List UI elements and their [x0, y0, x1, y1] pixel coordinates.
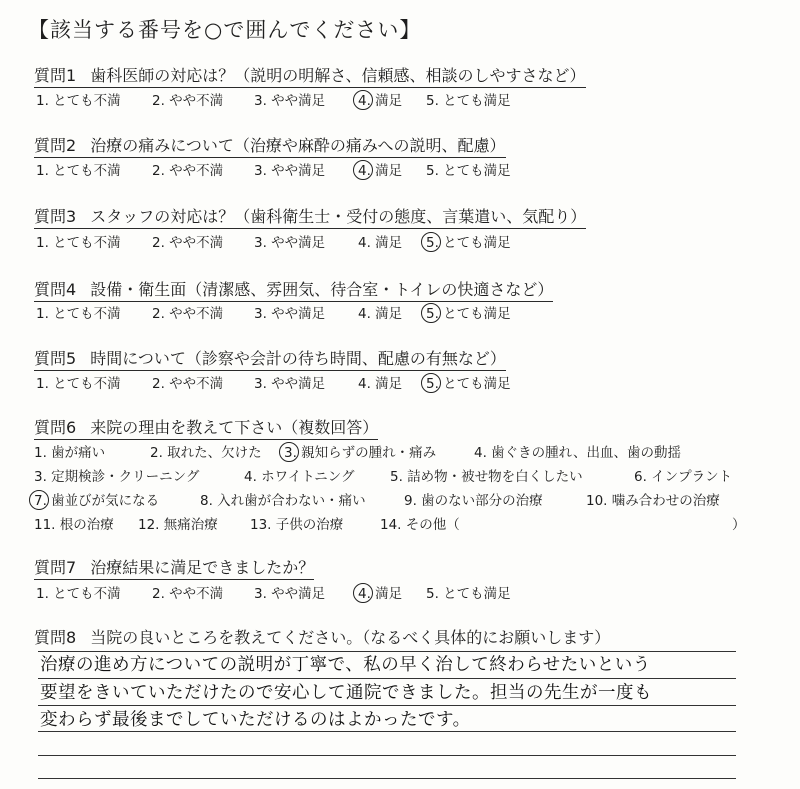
- q6-option-7[interactable]: 7. 歯並びが気になる: [34, 492, 159, 510]
- q6-option-4b[interactable]: 4. ホワイトニング: [244, 469, 355, 485]
- answer-rule: [38, 678, 736, 679]
- answer-line-2[interactable]: 要望をきいていただけたので安心して通院できました。担当の先生が一度も: [40, 683, 652, 703]
- q1-option-4[interactable]: 4. 満足: [358, 92, 402, 110]
- q3-option-3[interactable]: 3. やや満足: [254, 235, 326, 251]
- q2-option-3[interactable]: 3. やや満足: [254, 163, 326, 179]
- q6-option-11[interactable]: 11. 根の治療: [34, 517, 114, 533]
- q5-option-1[interactable]: 1. とても不満: [36, 376, 121, 392]
- question-3-text: スタッフの対応は？（歯科衛生士・受付の態度、言葉遣い、気配り）: [90, 207, 587, 226]
- q5-option-2[interactable]: 2. やや不満: [152, 376, 224, 392]
- answer-line-3[interactable]: 変わらず最後までしていただけるのはよかったです。: [40, 710, 471, 730]
- q6-option-9[interactable]: 9. 歯のない部分の治療: [404, 493, 543, 509]
- question-3-number: 質問3: [34, 207, 77, 226]
- question-5-text: 時間について（診察や会計の待ち時間、配慮の有無など）: [90, 349, 506, 368]
- selection-circle: [353, 90, 373, 110]
- question-5-title: [34, 349, 506, 371]
- q6-option-3b[interactable]: 3. 定期検診・クリーニング: [34, 469, 200, 485]
- q4-option-4[interactable]: 4. 満足: [358, 306, 403, 322]
- q3-option-1[interactable]: 1. とても不満: [36, 235, 121, 251]
- q2-option-1[interactable]: 1. とても不満: [36, 163, 121, 179]
- selection-circle: [421, 303, 441, 323]
- q5-option-3[interactable]: 3. やや満足: [254, 376, 326, 392]
- q7-option-5[interactable]: 5. とても満足: [426, 586, 511, 602]
- q3-option-4[interactable]: 4. 満足: [358, 235, 403, 251]
- q3-option-5[interactable]: 5. とても満足: [426, 234, 511, 252]
- question-2-text: 治療の痛みについて（治療や麻酔の痛みへの説明、配慮）: [90, 136, 506, 155]
- question-4-title: [34, 280, 553, 302]
- selection-circle: [279, 442, 299, 462]
- q6-option-2[interactable]: 2. 取れた、欠けた: [150, 445, 262, 461]
- question-7-number: 質問7: [34, 558, 77, 577]
- answer-rule: [38, 755, 736, 756]
- q1-option-2[interactable]: 2. やや不満: [152, 93, 224, 109]
- q7-option-4[interactable]: 4. 満足: [358, 585, 402, 603]
- question-6-number: 質問6: [34, 418, 77, 437]
- answer-rule: [38, 705, 736, 706]
- q1-option-3[interactable]: 3. やや満足: [254, 93, 326, 109]
- q6-option-10[interactable]: 10. 噛み合わせの治療: [586, 493, 720, 509]
- question-8-text: 当院の良いところを教えてください。（なるべく具体的にお願いします）: [90, 628, 611, 647]
- q1-option-1[interactable]: 1. とても不満: [36, 93, 121, 109]
- q6-option-8[interactable]: 8. 入れ歯が合わない・痛い: [200, 493, 366, 509]
- question-8-title: [34, 628, 610, 649]
- question-7-title: [34, 558, 314, 580]
- q2-option-4[interactable]: 4. 満足: [358, 162, 402, 180]
- page-header: 【該当する番号を○で囲んでください】: [28, 18, 422, 42]
- question-1-title: [34, 66, 586, 88]
- q4-option-1[interactable]: 1. とても不満: [36, 306, 121, 322]
- question-6-title: [34, 418, 378, 440]
- q6-option-3[interactable]: 3. 親知らずの腫れ・痛み: [284, 444, 436, 462]
- selection-circle: [353, 583, 373, 603]
- q2-option-5[interactable]: 5. とても満足: [426, 163, 511, 179]
- q6-option-12[interactable]: 12. 無痛治療: [138, 517, 218, 533]
- q4-option-2[interactable]: 2. やや不満: [152, 306, 224, 322]
- question-1-number: 質問1: [34, 66, 77, 85]
- selection-circle: [421, 373, 441, 393]
- selection-circle: [29, 490, 49, 510]
- question-8-number: 質問8: [34, 628, 77, 647]
- q5-option-5[interactable]: 5. とても満足: [426, 375, 511, 393]
- q7-option-2[interactable]: 2. やや不満: [152, 586, 224, 602]
- q5-option-4[interactable]: 4. 満足: [358, 376, 403, 392]
- selection-circle: [421, 232, 441, 252]
- q4-option-3[interactable]: 3. やや満足: [254, 306, 326, 322]
- answer-rule: [38, 731, 736, 732]
- answer-rule: [38, 778, 736, 779]
- question-3-title: [34, 207, 586, 229]
- question-6-text: 来院の理由を教えて下さい（複数回答）: [90, 418, 379, 437]
- question-4-number: 質問4: [34, 280, 77, 299]
- q7-option-3[interactable]: 3. やや満足: [254, 586, 326, 602]
- question-5-number: 質問5: [34, 349, 77, 368]
- answer-line-1[interactable]: 治療の進め方についての説明が丁寧で、私の早く治して終わらせたいという: [40, 655, 651, 675]
- question-7-text: 治療結果に満足できましたか？: [90, 558, 315, 577]
- q6-other-paren-close: ）: [732, 517, 746, 533]
- q6-option-5[interactable]: 5. 詰め物・被せ物を白くしたい: [390, 469, 583, 485]
- q6-option-13[interactable]: 13. 子供の治療: [250, 517, 344, 533]
- answer-rule: [38, 651, 736, 652]
- q6-option-6[interactable]: 6. インプラント: [634, 469, 733, 485]
- q6-option-1[interactable]: 1. 歯が痛い: [34, 445, 106, 461]
- q7-option-1[interactable]: 1. とても不満: [36, 586, 121, 602]
- q1-option-5[interactable]: 5. とても満足: [426, 93, 511, 109]
- q2-option-2[interactable]: 2. やや不満: [152, 163, 224, 179]
- question-2-number: 質問2: [34, 136, 77, 155]
- q4-option-5[interactable]: 5. とても満足: [426, 305, 511, 323]
- q3-option-2[interactable]: 2. やや不満: [152, 235, 224, 251]
- selection-circle: [353, 160, 373, 180]
- question-4-text: 設備・衛生面（清潔感、雰囲気、待合室・トイレの快適さなど）: [90, 280, 554, 299]
- q6-option-4[interactable]: 4. 歯ぐきの腫れ、出血、歯の動揺: [474, 445, 681, 461]
- question-2-title: [34, 136, 506, 158]
- q6-option-14[interactable]: 14. その他（: [380, 517, 460, 533]
- question-1-text: 歯科医師の対応は？（説明の明解さ、信頼感、相談のしやすさなど）: [90, 66, 586, 85]
